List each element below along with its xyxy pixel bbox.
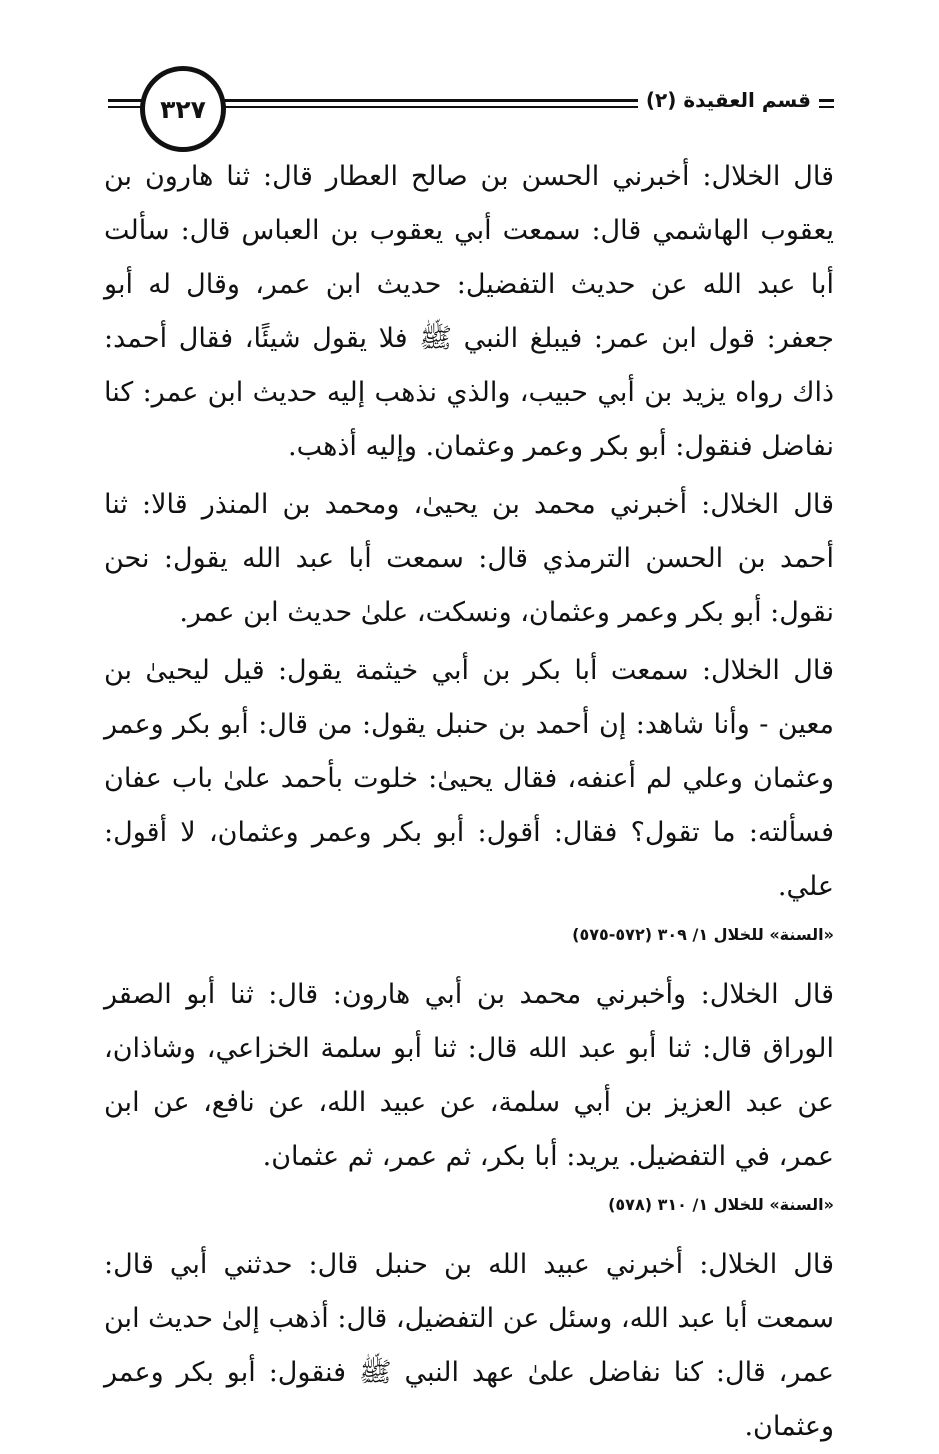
page-header (0, 0, 939, 150)
page-number: ٣٢٧ (140, 66, 226, 152)
main-text (104, 150, 834, 1454)
source-citation-2: «السنة» للخلال ١/ ٣١٠ (٥٧٨) (608, 1195, 834, 1214)
paragraph-2: قال الخلال: أخبرني محمد بن يحيىٰ، ومحمد بن المنذر قالا: ثنا أحمد بن الحسن الترمذي قال: سمعت أبا عبد الله يقول: نحن نقول: أبو بكر وعمر وعثمان، ونسكت، علىٰ حديث ابن عمر. (104, 489, 834, 628)
header-rule-left-top (108, 99, 144, 102)
paragraph-4: قال الخلال: وأخبرني محمد بن أبي هارون: قال: ثنا أبو الصقر الوراق قال: ثنا أبو عبد الله قال: ثنا أبو سلمة الخزاعي، وشاذان، عن عبد العزيز بن أبي سلمة، عن عبيد الله، عن نافع، عن ابن عمر، في التفضيل. يريد: أبا بكر، ثم عمر، ثم عثمان. (104, 979, 834, 1172)
paragraph-1: قال الخلال: أخبرني الحسن بن صالح العطار قال: ثنا هارون بن يعقوب الهاشمي قال: سمعت أبي يعقوب بن العباس قال: سألت أبا عبد الله عن حديث التفضيل: حديث ابن عمر، وقال له أبو جعفر: قول ابن عمر: فيبلغ النبي ﷺ فلا يقول شيئًا، فقال أحمد: ذاك رواه يزيد بن أبي حبيب، والذي نذهب إليه حديث ابن عمر: كنا نفاضل فنقول: أبو بكر وعمر وعثمان. وإليه أذهب. (104, 161, 834, 462)
source-citation-1: «السنة» للخلال ١/ ٣٠٩ (٥٧٢-٥٧٥) (572, 925, 834, 944)
header-rule-left-bottom (108, 106, 144, 108)
running-header-title: قسم العقيدة (٢) (638, 88, 819, 112)
paragraph-5: قال الخلال: أخبرني عبيد الله بن حنبل قال: حدثني أبي قال: سمعت أبا عبد الله، وسئل عن التفضيل، قال: أذهب إلىٰ حديث ابن عمر، قال: كنا نفاضل علىٰ عهد النبي ﷺ فنقول: أبو بكر وعمر وعثمان. (104, 1249, 834, 1442)
paragraph-3: قال الخلال: سمعت أبا بكر بن أبي خيثمة يقول: قيل ليحيىٰ بن معين - وأنا شاهد: إن أحمد بن حنبل يقول: من قال: أبو بكر وعمر وعثمان وعلي لم أعنفه، فقال يحيىٰ: خلوت بأحمد علىٰ باب عفان فسألته: ما تقول؟ فقال: أقول: أبو بكر وعمر وعثمان، لا أقول: علي. (104, 655, 834, 902)
